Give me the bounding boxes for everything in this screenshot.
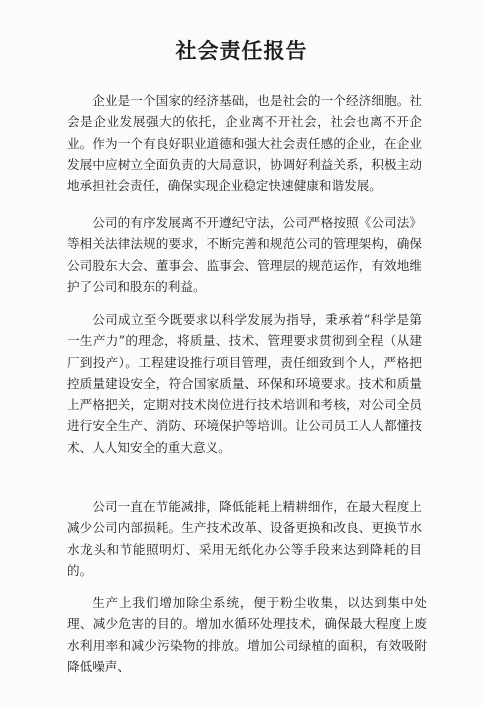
paragraph-energy-saving: 公司一直在节能减排，降低能耗上精耕细作，在最大程度上减少公司内部损耗。生产技术改革、设备更换和改良、更换节水水龙头和节能照明灯、采用无纸化办公等手段来达到降耗的目的。: [67, 499, 422, 578]
paragraph-enterprise-and-society: 企业是一个国家的经济基础，也是社会的一个经济细胞。社会是企业发展强大的依托，企业离不开社会，社会也离不开企业。作为一个有良好职业道德和强大社会责任感的企业，在企业发展中应树立全面负责的大局意识，协调好利益关系，积极主动地承担社会责任，确保实现企业稳定快速健康和谐发展。: [67, 93, 422, 194]
paragraph-legal-compliance: 公司的有序发展离不开遵纪守法，公司严格按照《公司法》等相关法律法规的要求，不断完善和规范公司的管理架构，确保公司股东大会、董事会、监事会、管理层的规范运作，有效地维护了公司和股东的利益。: [67, 215, 422, 294]
paragraph-environmental-protection: 生产上我们增加除尘系统，便于粉尘收集，以达到集中处理、减少危害的目的。增加水循环处理技术，确保最大程度上废水利用率和减少污染物的排放。增加公司绿植的面积，有效吸附降低噪声、: [67, 595, 427, 674]
paragraph-scientific-development: 公司成立至今既要求以科学发展为指导，秉承着“科学是第一生产力”的理念，将质量、技术、管理要求贯彻到全程（从建厂到投产）。工程建设推行项目管理，责任细致到个人，严格把控质量建设安全，符合国家质量、环保和环境要求。技术和质量上严格把关，定期对技术岗位进行技术培训和考核，对公司全员进行安全生产、消防、环境保护等培训。让公司员工人人都懂技术、人人知安全的重大意义。: [67, 312, 422, 455]
document-title: 社会责任报告: [175, 38, 308, 63]
